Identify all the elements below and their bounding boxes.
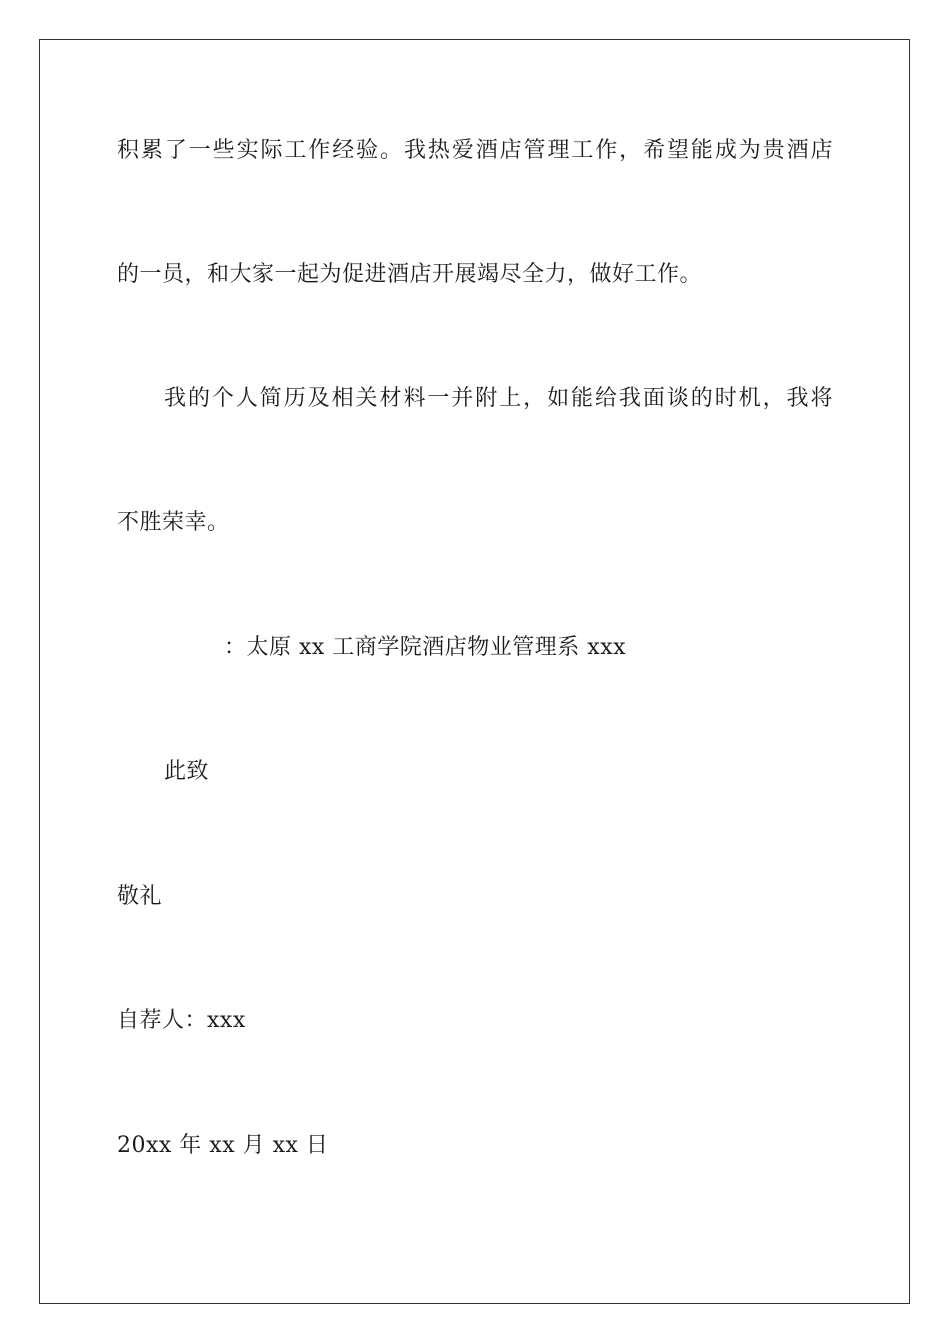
school-line: ：太原 xx 工商学院酒店物业管理系 xxx	[224, 635, 627, 660]
body-line-4: 不胜荣幸。	[117, 510, 230, 535]
body-line-2: 的一员，和大家一起为促进酒店开展竭尽全力，做好工作。	[117, 262, 703, 287]
signature-line: 自荐人：xxx	[117, 1008, 246, 1033]
body-line-3: 我的个人简历及相关材料一并附上，如能给我面谈的时机，我将	[164, 386, 833, 411]
body-line-1: 积累了一些实际工作经验。我热爱酒店管理工作，希望能成为贵酒店	[117, 138, 833, 163]
date-line: 20xx 年 xx 月 xx 日	[117, 1133, 329, 1158]
closing-salutation: 此致	[164, 759, 210, 784]
page-frame	[39, 39, 910, 1304]
closing-regards: 敬礼	[117, 884, 163, 909]
